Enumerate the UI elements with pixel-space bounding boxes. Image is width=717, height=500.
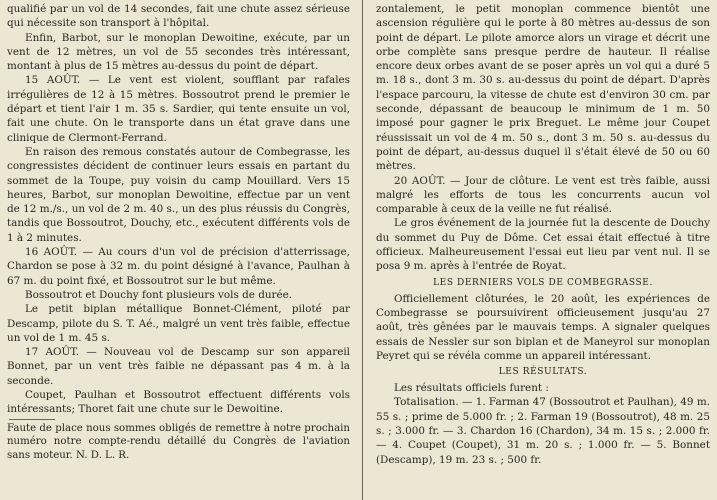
paragraph: En raison des remous constatés autour de Combegrasse, les congressistes décident de continuer leurs essais en partant du sommet de la Toupe, puy voisin du camp Mouillard. Vers 15 heures, Barbot, sur monoplan Dewoitine, effectue par un vent de 12 m./s., un vol de 2 m. 40 s., un des plus réussis du Congrès, tandis que Bossoutrot, Douchy, etc., exécutent différents vols de 1 à 2 minutes. — [7, 145, 350, 244]
results-intro: Les résultats officiels furent : — [394, 382, 549, 395]
paragraph: Bossoutrot et Douchy font plusieurs vols de durée. — [25, 288, 293, 301]
section-heading: LES RÉSULTATS. — [498, 367, 588, 378]
paragraph: 17 AOÛT. — Nouveau vol de Descamp sur son appareil Bonnet, par un vent très faible ne dépassant pas 4 m. à la seconde. — [7, 346, 350, 387]
left-column — [7, 2, 350, 463]
results-text: Totalisation. — 1. Farman 47 (Bossoutrot et Paulhan), 49 m. 55 s. ; prime de 5.000 fr. ; 2. Farman 19 (Bossoutrot), 48 m. 25 s. ; 3.000 fr. — 3. Chardon 16 (Chardon), 34 m. 15 s. ; 2.000 fr. — 4. Coupet (Coupet), 31 m. 20 s. ; 1.000 fr. — 5. Bonnet (Descamp), 19 m. 23 s. ; 500 fr. — [376, 396, 710, 466]
paragraph: Le petit biplan métallique Bonnet-Clément, piloté par Descamp, pilote du S. T. Aé., malgré un vent très faible, effectue un vol de 1 m. 45 s. — [7, 303, 350, 344]
paragraph: Enfin, Barbot, sur le monoplan Dewoitine, exécute, par un vent de 12 mètres, un vol de 55 secondes très intéressant, montant à plus de 15 mètres au-dessus du point de départ. — [7, 31, 350, 73]
editor-note: Faute de place nous sommes obligés de remettre à notre prochain numéro notre compte-rendu détaillé du Congrès de l'aviation sans moteur. N. D. L. R. — [7, 422, 350, 462]
right-column — [376, 2, 710, 467]
paragraph: qualifié par un vol de 14 secondes, fait une chute assez sérieuse qui nécessite son transport à l'hôpital. — [7, 3, 350, 30]
paragraph: Le gros événement de la journée fut la descente de Douchy du sommet du Puy de Dôme. Cet essai était effectué à titre officieux. Malheureusement l'essai eut lieu par vent nul. Il se posa 9 m. après à l'entrée de Royat. — [376, 217, 710, 273]
paragraph: 16 AOÛT. — Au cours d'un vol de précision d'atterrissage, Chardon se pose à 32 m. du point désigné à l'avance, Paulhan à 67 m. du point fixé, et Bossoutrot sur le but même. — [7, 246, 350, 287]
paragraph: zontalement, le petit monoplan commence bientôt une ascension régulière qui le porte à 80 mètres au-dessus de son point de départ. Le pilote amorce alors un virage et décrit une orbe complète sans presque perdre de hauteur. Il réalise encore deux orbes avant de se poser après un vol qui a duré 5 m. 18 s., dont 3 m. 30 s. au-dessus du point de départ. D'après l'espace parcouru, la vitesse de chute est d'environ 30 cm. par seconde, dépassant de beaucoup le minimum de 1 m. 50 imposé pour gagner le prix Breguet. Le même jour Coupet réussissait un vol de 4 m. 50 s., dont 3 m. 50 s. au-dessus du point de départ, au-dessus duquel il s'était élevé de 50 ou 60 mètres. — [376, 3, 710, 173]
paragraph: 15 AOÛT. — Le vent est violent, soufflant par rafales irrégulières de 12 à 15 mètres. Bossoutrot prend le premier le départ et tient l'air 1 m. 35 s. Sardier, qui tente ensuite un vol, fait une chute. On le transporte dans un état grave dans une clinique de Clermont-Ferrand. — [7, 74, 350, 144]
paragraph: Officiellement clôturées, le 20 août, les expériences de Combegrasse se poursuivirent officieusement jusqu'au 27 août, très gênées par le mauvais temps. A signaler quelques essais de Nessler sur son biplan et de Maneyrol sur monoplan Peyret qui se révéla comme un appareil intéressant. — [376, 292, 710, 362]
section-heading: LES DERNIERS VOLS DE COMBEGRASSE. — [433, 277, 653, 288]
note-divider — [9, 419, 55, 420]
paragraph: Coupet, Paulhan et Bossoutrot effectuent différents vols intéressants; Thoret fait une chute sur le Dewoitine. — [7, 389, 350, 416]
column-divider — [362, 0, 363, 500]
paragraph: 20 AOÛT. — Jour de clôture. Le vent est très faible, aussi malgré les efforts de tous les concurrents aucun vol comparable à ceux de la veille ne fut réalisé. — [376, 174, 710, 216]
